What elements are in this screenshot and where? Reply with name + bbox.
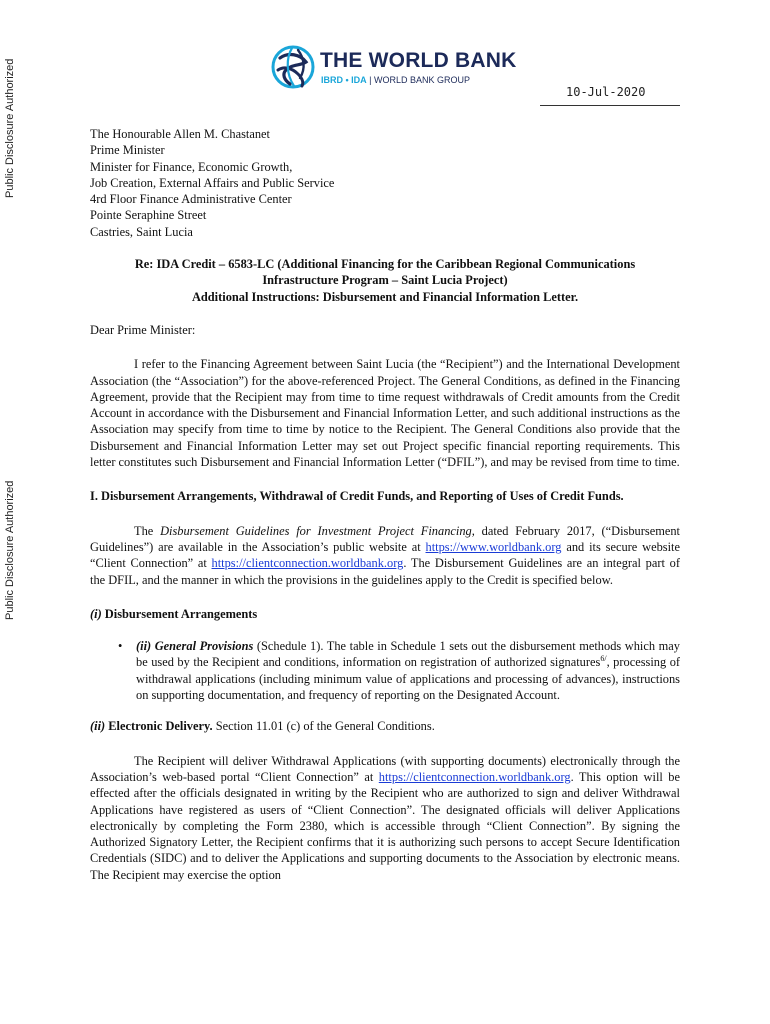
- general-provisions-lead: (ii) General Provisions: [136, 639, 254, 654]
- subject-block: [90, 256, 680, 305]
- date-underline: [540, 105, 680, 106]
- electronic-text-1: The Recipient will deliver Withdrawal Applications (with supporting documents) electronically through the Association’s web-based portal “Client Connection” at: [90, 753, 680, 784]
- subsection-ii-rest: Section 11.01 (c) of the General Conditions.: [212, 719, 435, 734]
- logo-sub-ibrd: IBRD: [321, 75, 343, 85]
- address-line: Pointe Seraphine Street: [90, 208, 207, 223]
- address-line: Minister for Finance, Economic Growth,: [90, 159, 293, 174]
- guidelines-text-1: The: [134, 523, 161, 538]
- address-line: Prime Minister: [90, 143, 165, 158]
- address-line: The Honourable Allen M. Chastanet: [90, 127, 270, 141]
- subsection-i-title: Disbursement Arrangements: [101, 606, 258, 621]
- logo-subtitle: [321, 75, 470, 85]
- guidelines-title: Disbursement Guidelines for Investment Project Financing,: [160, 523, 475, 538]
- subsection-i-number: (i): [90, 606, 102, 621]
- logo-sub-sep: •: [343, 75, 352, 85]
- recipient-address: [90, 126, 680, 240]
- world-bank-logo: [270, 44, 517, 90]
- subsection-ii-title: Electronic Delivery.: [105, 719, 213, 734]
- subsection-ii-number: (ii): [90, 719, 106, 734]
- subject-line-2: Infrastructure Program – Saint Lucia Project): [262, 273, 508, 288]
- guidelines-text-4: . The Disbursement Guidelines are an integral part of the DFIL, and the manner in which the provisions in the guidelines apply to the Credit is specified below.: [90, 556, 680, 587]
- guidelines-paragraph: [90, 523, 680, 588]
- client-connection-link-2[interactable]: https://clientconnection.worldbank.org: [378, 769, 571, 784]
- electronic-delivery-paragraph: [90, 753, 680, 883]
- subject-line-1: Re: IDA Credit – 6583-LC (Additional Financing for the Caribbean Regional Communications: [134, 257, 636, 272]
- address-line: 4rd Floor Finance Administrative Center: [90, 192, 292, 207]
- client-connection-link[interactable]: https://clientconnection.worldbank.org: [211, 556, 404, 571]
- general-provisions-text: [136, 638, 680, 703]
- intro-paragraph: I refer to the Financing Agreement between Saint Lucia (the “Recipient”) and the International Development Association (the “Association”) for the above-referenced Project. The General Conditions, as defined in the Financing Agreement, provide that the Recipient may from time to time request withdrawals of Credit amounts from the Credit Account in accordance with the Disbursement and Financial Information Letter, and such additional instructions as the Association may specify from time to time by notice to the Recipient. The General Conditions also provide that the Disbursement and Financial Information Letter may set out Project specific financial reporting requirements. This letter constitutes such Disbursement and Financial Information Letter (“DFIL”), and may be revised from time to time.: [90, 357, 680, 470]
- footnote-ref: 6/: [600, 654, 607, 664]
- subsection-ii-heading: [90, 718, 680, 734]
- address-line: Job Creation, External Affairs and Public Service: [90, 175, 335, 190]
- disclosure-label-middle: Public Disclosure Authorized: [4, 480, 16, 620]
- globe-icon: [270, 44, 316, 90]
- guidelines-text-3: and its secure website “Client Connection” at: [90, 539, 680, 571]
- general-provisions-text-1: (Schedule 1). The table in Schedule 1 sets out the disbursement methods which may be used by the Recipient and conditions, information on registration of authorized signatures: [136, 639, 680, 670]
- bullet-icon: •: [118, 639, 123, 654]
- subject-line-3: Additional Instructions: Disbursement and Financial Information Letter.: [191, 289, 579, 304]
- letter-date: 10-Jul-2020: [566, 85, 646, 99]
- disclosure-label-top: Public Disclosure Authorized: [4, 58, 16, 198]
- letter-body: [90, 126, 680, 883]
- logo-sub-ida: IDA: [351, 75, 367, 85]
- address-line: Castries, Saint Lucia: [90, 224, 193, 239]
- electronic-text-2: . This option will be effected after the officials designated in writing by the Recipient who are authorized to sign and deliver Withdrawal Applications have registered as users of “Client Connection”. The designated officials will deliver Applications electronically by completing the Form 2380, which is accessible through “Client Connection”. By signing the Authorized Signatory Letter, the Recipient confirms that it is authorizing such persons to accept Secure Identification Credentials (SIDC) and to deliver the Applications and supporting documents to the Association by electronic means. The Recipient may exercise the option: [90, 769, 680, 882]
- worldbank-link[interactable]: https://www.worldbank.org: [425, 539, 562, 554]
- logo-title: THE WORLD BANK: [320, 49, 517, 72]
- guidelines-text-2: dated February 2017, (“Disbursement Guidelines”) are available in the Association’s public website at: [90, 523, 680, 554]
- general-provisions-text-2: , processing of withdrawal applications (including minimum value of applications and processing of advances), instructions on supporting documentation, and frequency of reporting on the Designated Account.: [136, 655, 681, 703]
- section-1-heading: I. Disbursement Arrangements, Withdrawal of Credit Funds, and Reporting of Uses of Credit Funds.: [90, 489, 624, 504]
- logo-sub-rest: | WORLD BANK GROUP: [366, 75, 471, 85]
- list-item: [90, 638, 680, 703]
- subsection-i-heading: [90, 606, 680, 622]
- salutation: Dear Prime Minister:: [90, 322, 196, 337]
